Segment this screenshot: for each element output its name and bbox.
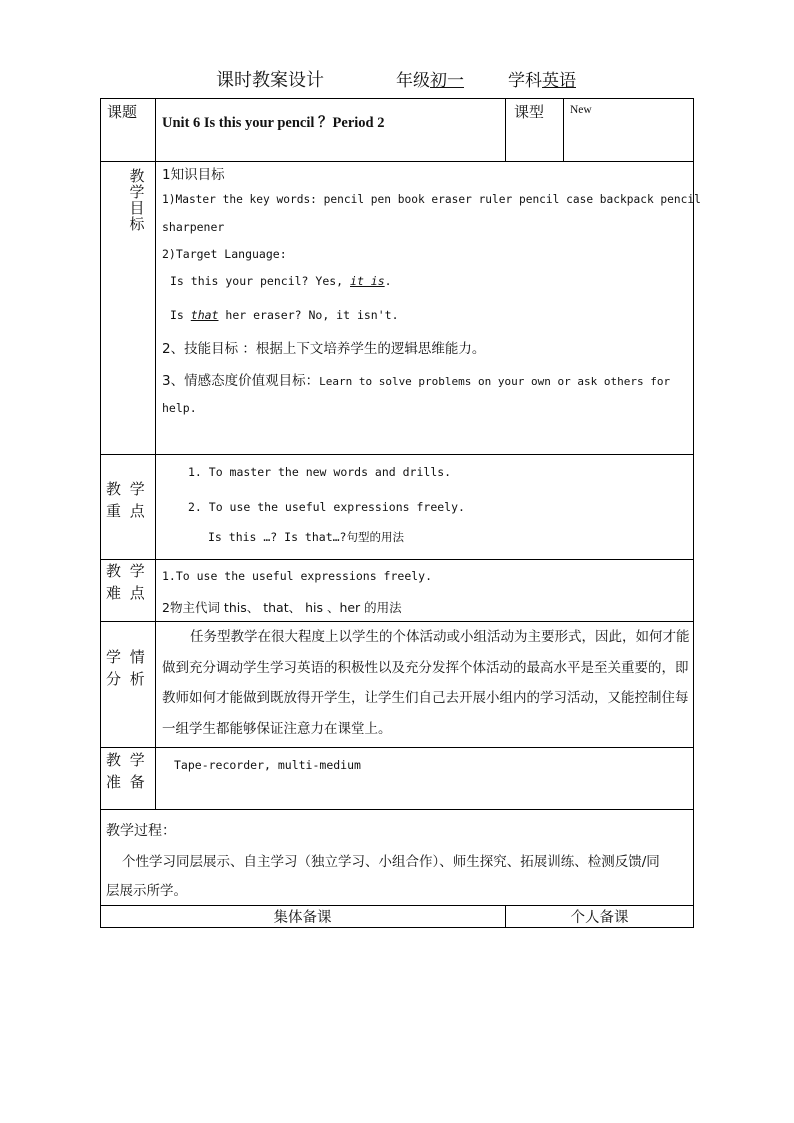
example-1-text: Is this your pencil? Yes, (170, 274, 351, 288)
row-divider (100, 559, 694, 560)
subject-label: 学科 (508, 71, 542, 91)
topic-value: Unit 6 Is this your pencil ？Period 2 (162, 115, 385, 131)
target-heading: 2)Target Language: (162, 247, 287, 261)
subject-value: 英语 (542, 71, 576, 91)
objectives-label (128, 168, 146, 232)
row-divider (100, 454, 694, 455)
lesson-plan-table (100, 98, 701, 929)
table-border-top (100, 98, 694, 99)
objectives-label-char: 学 (129, 183, 145, 201)
difficulties-label-2: 难 点 (106, 584, 147, 602)
preparation-text: Tape-recorder, multi-medium (174, 758, 361, 772)
row-divider (100, 161, 694, 162)
example-2-word: that (190, 308, 219, 322)
key-points-label-2: 重 点 (106, 502, 147, 520)
personal-prep-header: 个人备课 (570, 910, 629, 926)
knowledge-heading: 1知识目标 (162, 167, 225, 183)
grade-label: 年级 (396, 71, 430, 91)
key-point-2: 2. To use the useful expressions freely. (188, 500, 465, 514)
grade-value: 初一 (430, 71, 464, 91)
emotion-objective (162, 369, 670, 389)
process-line-1: 个性学习同层展示、自主学习（独立学习、小组合作）、师生探究、拓展训练、检测反馈/同 (122, 854, 660, 870)
key-point-3: Is this …? Is that…?句型的用法 (208, 530, 404, 544)
master-line-1: 1)Master the key words: pencil pen book eraser ruler pencil case backpack pencil (162, 193, 701, 206)
lesson-type-value: New (570, 104, 592, 116)
page-header (0, 66, 794, 94)
label-column-divider (155, 98, 156, 809)
col-divider (563, 98, 564, 161)
grade-field (396, 66, 464, 91)
process-line-2: 层展示所学。 (106, 883, 187, 899)
analysis-label-2: 分 析 (106, 670, 147, 688)
example-1-answer: it is (350, 274, 385, 288)
collective-prep-header: 集体备课 (273, 910, 332, 926)
example-1 (170, 274, 392, 288)
difficulty-1: 1.To use the useful expressions freely. (162, 569, 433, 583)
master-line-2: sharpener (162, 220, 225, 234)
topic-label: 课题 (107, 103, 138, 121)
key-point-1: 1. To master the new words and drills. (188, 465, 452, 479)
analysis-label-1: 学 情 (106, 648, 147, 666)
row-divider (100, 747, 694, 748)
col-divider (505, 98, 506, 161)
analysis-text: 任务型教学在很大程度上以学生的个体活动或小组活动为主要形式，因此，如何才能做到充分调动学生学习英语的积极性以及充分发挥个体活动的最高水平是至关重要的，即教师如何才能做到既放得开学生，让学生们自己去开展小组内的学习活动，又能控制住每一组学生都能够保证注意力在课堂上。 (162, 629, 690, 737)
table-border-bottom (100, 927, 694, 928)
example-2-rest: her eraser? No, it isn't. (218, 308, 399, 322)
objectives-label-char: 目 (129, 199, 145, 217)
subject-field (508, 66, 576, 91)
example-2-text: Is (170, 308, 191, 322)
emotion-text: Learn to solve problems on your own or ask others for (319, 375, 671, 388)
preparation-label-1: 教 学 (106, 751, 147, 769)
key-points-label-1: 教 学 (106, 480, 147, 498)
difficulty-2: 2物主代词 this、 that、 his 、her 的用法 (162, 600, 402, 615)
emotion-heading: 3、情感态度价值观目标： (162, 373, 320, 389)
preparation-label-2: 准 备 (106, 773, 147, 791)
objectives-label-char: 教 (129, 167, 145, 185)
emotion-line-2: help. (162, 401, 197, 415)
difficulties-label-1: 教 学 (106, 562, 147, 580)
lesson-type-label: 课型 (514, 103, 545, 121)
skill-objective: 2、技能目标 ：根据上下文培养学生的逻辑思维能力。 (162, 341, 486, 357)
doc-title: 课时教案设计 (216, 70, 324, 91)
row-divider (100, 809, 694, 810)
table-border-right (693, 98, 694, 928)
example-2 (170, 308, 399, 322)
process-label: 教学过程： (106, 823, 176, 839)
example-1-end: . (384, 274, 392, 288)
objectives-label-char: 标 (129, 215, 145, 233)
table-border-left (100, 98, 101, 928)
